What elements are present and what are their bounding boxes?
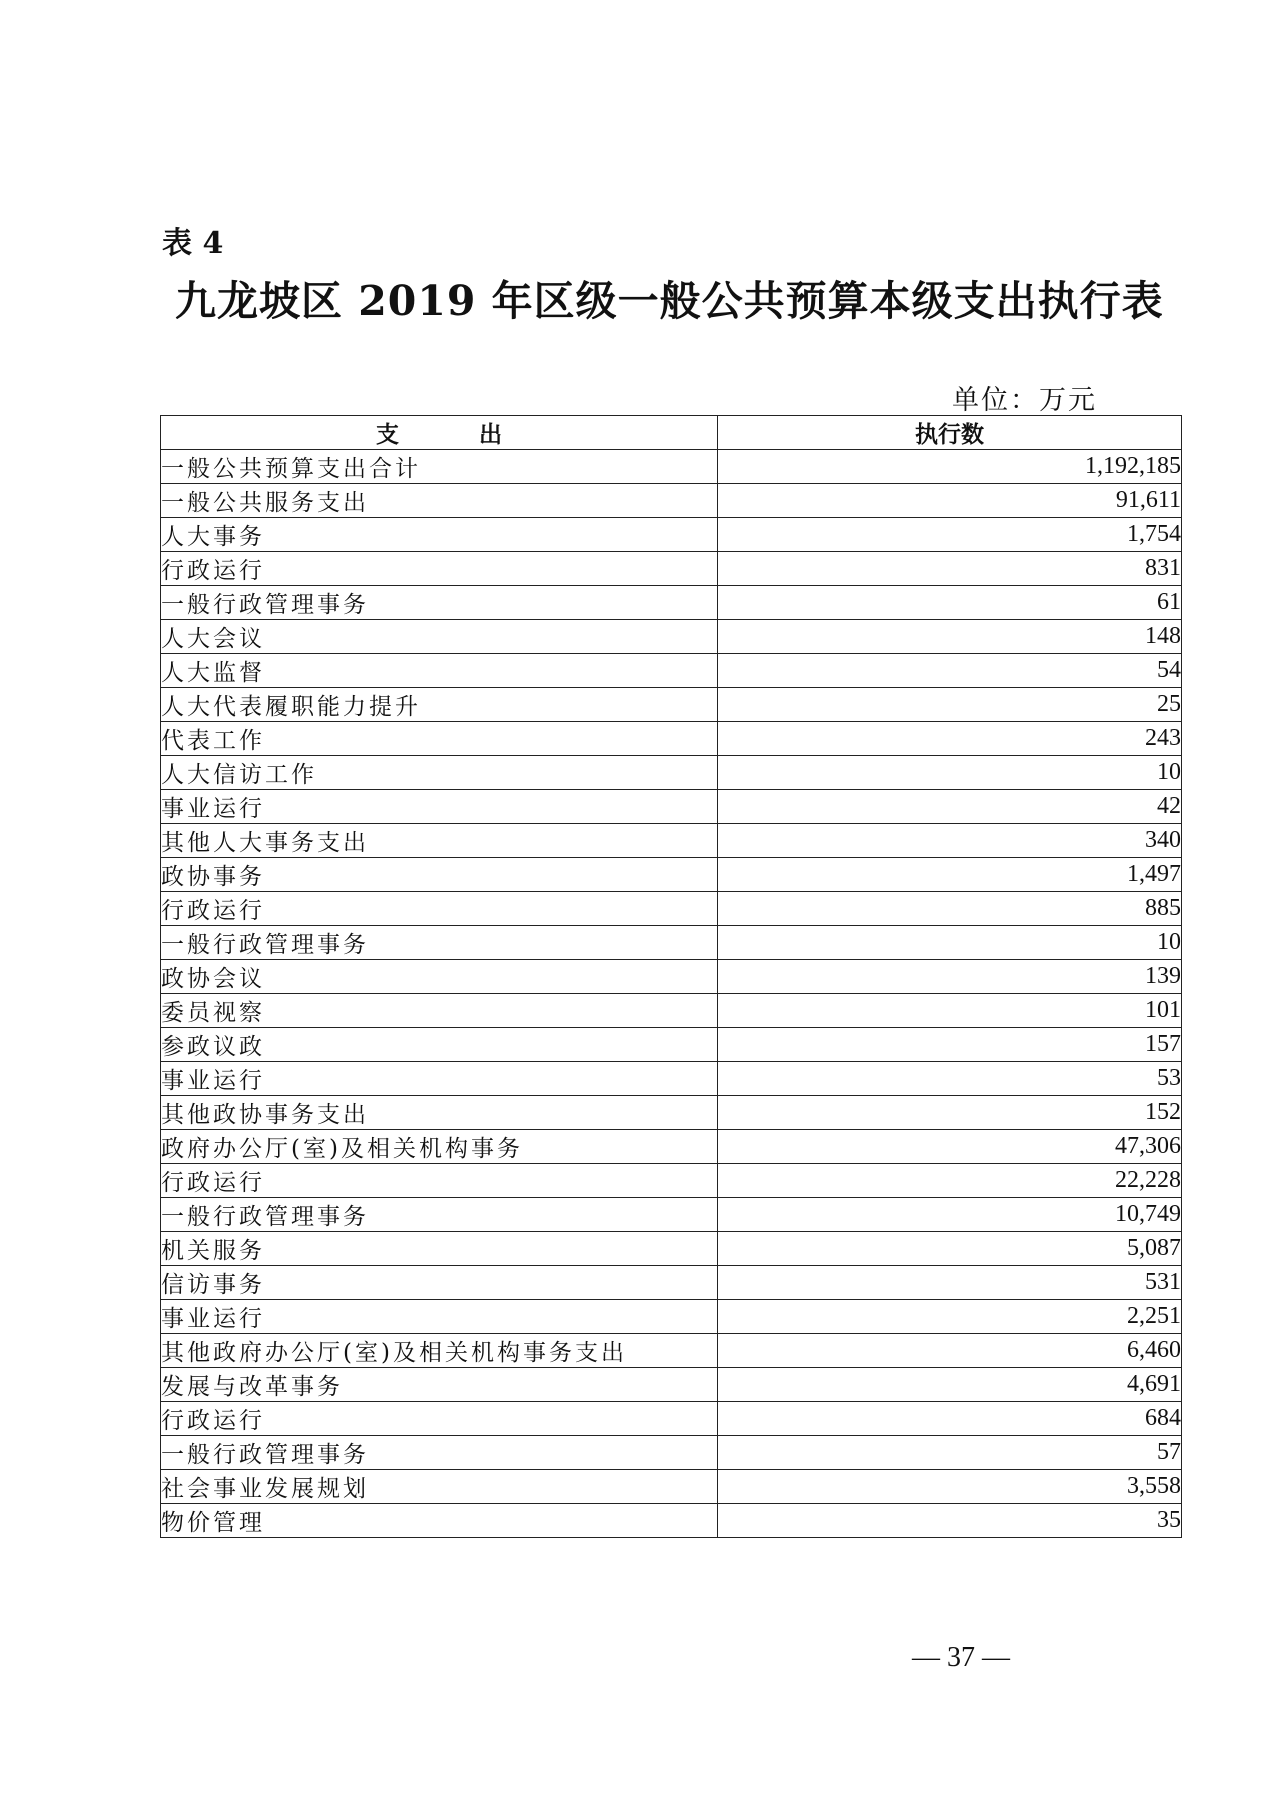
- executed-amount: 139: [718, 960, 1182, 994]
- table-row: [161, 484, 1182, 518]
- table-row: [161, 688, 1182, 722]
- table-row: [161, 1470, 1182, 1504]
- executed-amount: 1,497: [718, 858, 1182, 892]
- expenditure-item-name: 人大事务: [161, 518, 718, 552]
- executed-amount: 10: [718, 926, 1182, 960]
- executed-amount: 531: [718, 1266, 1182, 1300]
- executed-amount: 831: [718, 552, 1182, 586]
- table-label: 表 4: [162, 226, 224, 261]
- expenditure-table: [160, 415, 1182, 1538]
- executed-amount: 3,558: [718, 1470, 1182, 1504]
- page-number: — 37 —: [912, 1642, 1010, 1673]
- table-row: [161, 1232, 1182, 1266]
- executed-amount: 2,251: [718, 1300, 1182, 1334]
- executed-amount: 148: [718, 620, 1182, 654]
- table-row: [161, 960, 1182, 994]
- executed-amount: 157: [718, 1028, 1182, 1062]
- table-row: [161, 518, 1182, 552]
- table-row: [161, 756, 1182, 790]
- expenditure-item-name: 机关服务: [161, 1232, 718, 1266]
- expenditure-item-name: 发展与改革事务: [161, 1368, 718, 1402]
- table-row: [161, 790, 1182, 824]
- executed-amount: 340: [718, 824, 1182, 858]
- executed-amount: 57: [718, 1436, 1182, 1470]
- executed-amount: 4,691: [718, 1368, 1182, 1402]
- expenditure-item-name: 行政运行: [161, 552, 718, 586]
- table-row: [161, 654, 1182, 688]
- executed-amount: 10,749: [718, 1198, 1182, 1232]
- table-row: [161, 586, 1182, 620]
- document-title: 九龙坡区 2019 年区级一般公共预算本级支出执行表: [175, 277, 1164, 325]
- expenditure-item-name: 一般行政管理事务: [161, 1198, 718, 1232]
- table-row: [161, 1164, 1182, 1198]
- executed-amount: 35: [718, 1504, 1182, 1538]
- expenditure-item-name: 政协事务: [161, 858, 718, 892]
- executed-amount: 6,460: [718, 1334, 1182, 1368]
- executed-amount: 42: [718, 790, 1182, 824]
- table-row: [161, 994, 1182, 1028]
- expenditure-item-name: 人大信访工作: [161, 756, 718, 790]
- table-row: [161, 1130, 1182, 1164]
- expenditure-item-name: 事业运行: [161, 1300, 718, 1334]
- expenditure-item-name: 行政运行: [161, 1402, 718, 1436]
- expenditure-item-name: 人大监督: [161, 654, 718, 688]
- expenditure-item-name: 其他政府办公厅(室)及相关机构事务支出: [161, 1334, 718, 1368]
- table-row: [161, 1504, 1182, 1538]
- executed-amount: 152: [718, 1096, 1182, 1130]
- table-row: [161, 722, 1182, 756]
- unit-label: 单位：万元: [952, 385, 1097, 416]
- table-row: [161, 858, 1182, 892]
- table-row: [161, 1402, 1182, 1436]
- expenditure-item-name: 参政议政: [161, 1028, 718, 1062]
- executed-amount: 61: [718, 586, 1182, 620]
- executed-amount: 22,228: [718, 1164, 1182, 1198]
- expenditure-item-name: 其他人大事务支出: [161, 824, 718, 858]
- executed-amount: 101: [718, 994, 1182, 1028]
- expenditure-item-name: 社会事业发展规划: [161, 1470, 718, 1504]
- expenditure-item-name: 行政运行: [161, 892, 718, 926]
- executed-amount: 684: [718, 1402, 1182, 1436]
- executed-amount: 54: [718, 654, 1182, 688]
- table-row: [161, 1096, 1182, 1130]
- executed-amount: 10: [718, 756, 1182, 790]
- expenditure-item-name: 人大代表履职能力提升: [161, 688, 718, 722]
- table-row: [161, 926, 1182, 960]
- expenditure-item-name: 委员视察: [161, 994, 718, 1028]
- table-row: [161, 620, 1182, 654]
- table-row: [161, 450, 1182, 484]
- executed-amount: 25: [718, 688, 1182, 722]
- expenditure-item-name: 物价管理: [161, 1504, 718, 1538]
- column-header-expenditure: 支出: [161, 416, 718, 450]
- table-header-row: [161, 416, 1182, 450]
- table-row: [161, 1334, 1182, 1368]
- expenditure-item-name: 一般公共预算支出合计: [161, 450, 718, 484]
- table-row: [161, 1266, 1182, 1300]
- table-row: [161, 824, 1182, 858]
- table-row: [161, 1198, 1182, 1232]
- table-row: [161, 1300, 1182, 1334]
- expenditure-item-name: 政府办公厅(室)及相关机构事务: [161, 1130, 718, 1164]
- expenditure-item-name: 信访事务: [161, 1266, 718, 1300]
- expenditure-item-name: 一般公共服务支出: [161, 484, 718, 518]
- expenditure-item-name: 行政运行: [161, 1164, 718, 1198]
- table-row: [161, 552, 1182, 586]
- table-row: [161, 1368, 1182, 1402]
- expenditure-item-name: 一般行政管理事务: [161, 586, 718, 620]
- expenditure-item-name: 政协会议: [161, 960, 718, 994]
- expenditure-item-name: 其他政协事务支出: [161, 1096, 718, 1130]
- executed-amount: 91,611: [718, 484, 1182, 518]
- column-header-executed-amount: 执行数: [718, 416, 1182, 450]
- executed-amount: 5,087: [718, 1232, 1182, 1266]
- expenditure-item-name: 人大会议: [161, 620, 718, 654]
- expenditure-item-name: 代表工作: [161, 722, 718, 756]
- table-row: [161, 892, 1182, 926]
- table-body: [161, 450, 1182, 1538]
- executed-amount: 47,306: [718, 1130, 1182, 1164]
- expenditure-item-name: 事业运行: [161, 1062, 718, 1096]
- executed-amount: 53: [718, 1062, 1182, 1096]
- executed-amount: 1,192,185: [718, 450, 1182, 484]
- table-row: [161, 1436, 1182, 1470]
- executed-amount: 885: [718, 892, 1182, 926]
- expenditure-item-name: 事业运行: [161, 790, 718, 824]
- expenditure-item-name: 一般行政管理事务: [161, 926, 718, 960]
- table-row: [161, 1062, 1182, 1096]
- expenditure-item-name: 一般行政管理事务: [161, 1436, 718, 1470]
- executed-amount: 1,754: [718, 518, 1182, 552]
- table-row: [161, 1028, 1182, 1062]
- executed-amount: 243: [718, 722, 1182, 756]
